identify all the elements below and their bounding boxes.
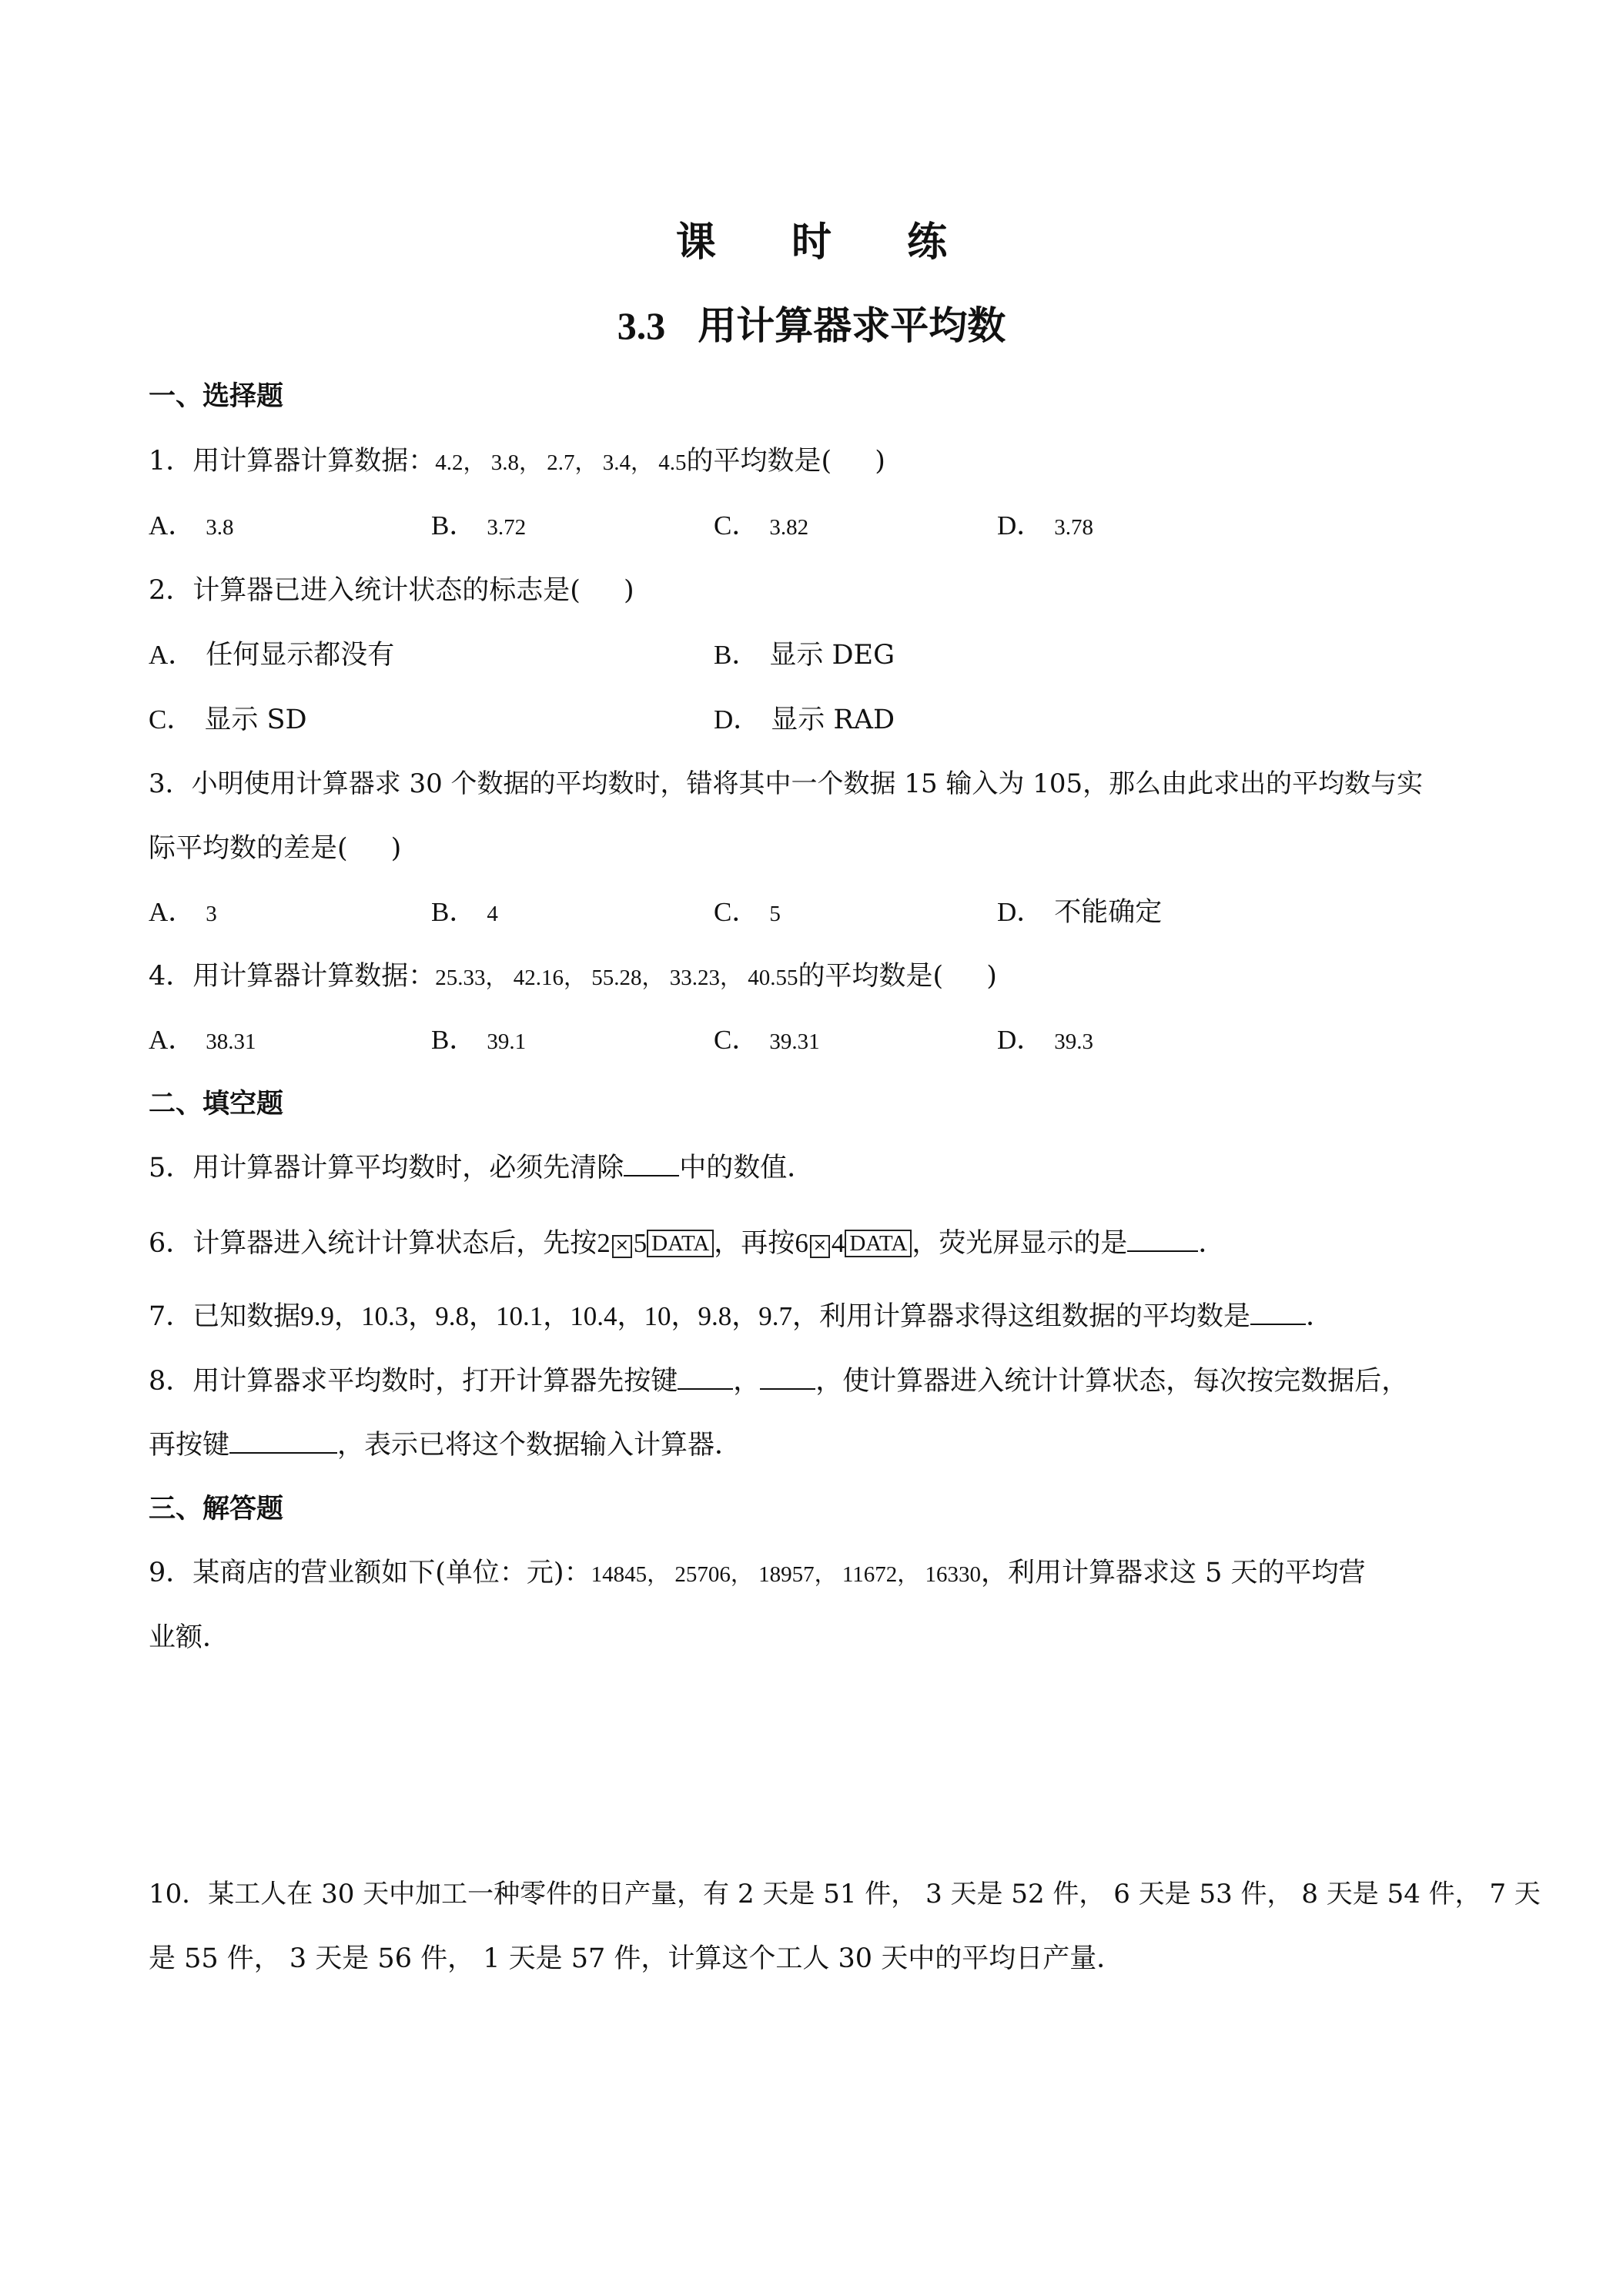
question-4-suffix: 的平均数是(: [798, 961, 944, 992]
question-5-suffix: 中的数值．: [679, 1153, 815, 1183]
q2-option-a[interactable]: A． 任何显示都没有: [149, 640, 395, 671]
lesson-number: 3.3: [617, 304, 666, 347]
question-5: [149, 1149, 814, 1187]
question-2-text: 2．计算器已进入统计状态的标志是(: [149, 575, 581, 606]
data-key-button: DATA: [845, 1230, 912, 1257]
question-8-line-1: [149, 1362, 1408, 1401]
question-7: [149, 1297, 1333, 1336]
q1-option-a[interactable]: A． 3.8: [149, 510, 234, 541]
question-9-prefix: 9．某商店的营业额如下(单位：元)：: [149, 1558, 591, 1588]
q4-option-a[interactable]: A． 38.31: [149, 1025, 256, 1055]
q4-option-b[interactable]: B． 39.1: [431, 1025, 527, 1055]
q2-option-c[interactable]: C． 显示 SD: [149, 705, 307, 735]
question-2-paren: ): [623, 575, 634, 606]
q1-option-d[interactable]: D． 3.78: [997, 510, 1094, 541]
lesson-title: [0, 295, 1623, 350]
question-1: [149, 442, 885, 482]
q3-option-a[interactable]: A． 3: [149, 897, 217, 927]
question-6-end: ．: [1198, 1228, 1226, 1259]
question-3-line-1: 3．小明使用计算器求 30 个数据的平均数时，错将其中一个数据 15 输入为 105，那么由此求出的平均数与实: [149, 768, 1424, 799]
question-6-digit-6: 6: [795, 1228, 808, 1258]
question-8-comma: ，: [733, 1366, 761, 1397]
lesson-name: 用计算器求平均数: [698, 303, 1006, 348]
multiply-key-icon: ×: [810, 1235, 830, 1258]
question-7-end: ．: [1306, 1301, 1334, 1332]
question-6-blank[interactable]: [1127, 1224, 1198, 1252]
q3-option-c[interactable]: C． 5: [714, 897, 781, 927]
q3-option-d[interactable]: D． 不能确定: [997, 897, 1163, 928]
question-1-paren: ): [875, 446, 885, 477]
question-6-middle: ，再按: [714, 1228, 795, 1259]
question-9-suffix: ，利用计算器求这 5 天的平均营: [981, 1558, 1366, 1588]
question-8-suffix: ，表示已将这个数据输入计算器．: [337, 1430, 742, 1461]
question-6-digit-4: 4: [831, 1228, 845, 1258]
question-8-line-2-prefix: 再按键: [149, 1430, 230, 1461]
question-6-digit-5: 5: [633, 1228, 648, 1258]
question-5-prefix: 5．用计算器计算平均数时，必须先清除: [149, 1153, 624, 1183]
question-10-line-1: 10．某工人在 30 天中加工一种零件的日产量，有 2 天是 51 件， 3 天是 52 件， 6 天是 53 件， 8 天是 54 件， 7 天: [149, 1879, 1541, 1909]
data-key-button: DATA: [647, 1230, 714, 1257]
question-4: [149, 957, 997, 997]
q1-option-b[interactable]: B． 3.72: [431, 510, 527, 541]
section-heading-answer: 三、解答题: [149, 1493, 284, 1525]
question-6-prefix: 6．计算器进入统计计算状态后，先按: [149, 1228, 597, 1259]
question-1-data: 4.2， 3.8， 2.7， 3.4， 4.5: [435, 450, 687, 475]
section-heading-choice: 一、选择题: [149, 380, 284, 412]
question-9-data: 14845， 25706， 18957， 11672， 16330: [591, 1562, 982, 1587]
question-1-suffix: 的平均数是(: [686, 446, 832, 477]
q2-option-b[interactable]: B． 显示 DEG: [714, 640, 895, 671]
q1-option-c[interactable]: C． 3.82: [714, 510, 809, 541]
question-8-line-2: [149, 1426, 741, 1464]
question-3-line-2: [149, 829, 401, 868]
q2-option-d[interactable]: D． 显示 RAD: [714, 705, 895, 735]
question-6-digit-2: 2: [597, 1228, 611, 1258]
question-8-middle: ，使计算器进入统计计算状态，每次按完数据后，: [815, 1366, 1409, 1397]
question-3-paren: ): [390, 833, 402, 864]
question-1-prefix: 1．用计算器计算数据：: [149, 446, 436, 477]
q4-option-d[interactable]: D． 39.3: [997, 1025, 1094, 1055]
question-2: [149, 571, 634, 610]
question-8-prefix: 8．用计算器求平均数时，打开计算器先按键: [149, 1366, 678, 1397]
question-4-data: 25.33， 42.16， 55.28， 33.23， 40.55: [435, 966, 798, 990]
question-6: [149, 1224, 1225, 1263]
question-7-suffix: ，利用计算器求得这组数据的平均数是: [792, 1301, 1251, 1332]
section-heading-fill: 二、填空题: [149, 1088, 284, 1120]
question-7-prefix: 7．已知数据: [149, 1301, 301, 1332]
question-8-blank-2[interactable]: [760, 1362, 815, 1390]
question-9-line-1: [149, 1554, 1366, 1594]
question-9-line-2: 业额．: [149, 1622, 230, 1653]
question-4-prefix: 4．用计算器计算数据：: [149, 961, 436, 992]
q4-option-c[interactable]: C． 39.31: [714, 1025, 820, 1055]
question-3-text: 际平均数的差是(: [149, 833, 348, 864]
multiply-key-icon: ×: [612, 1235, 632, 1258]
page-title: 课 时 练: [675, 219, 979, 266]
question-4-paren: ): [986, 961, 997, 992]
q3-option-b[interactable]: B． 4: [431, 897, 498, 927]
question-10-line-2: 是 55 件， 3 天是 56 件， 1 天是 57 件，计算这个工人 30 天中的平均日产量．: [149, 1943, 1124, 1974]
question-7-data: 9.9，10.3，9.8，10.1，10.4，10，9.8，9.7: [300, 1301, 793, 1331]
question-7-blank[interactable]: [1250, 1297, 1306, 1325]
question-8-blank-3[interactable]: [229, 1426, 337, 1454]
question-6-suffix: ，荧光屏显示的是: [912, 1228, 1128, 1259]
question-5-blank[interactable]: [624, 1149, 679, 1176]
question-8-blank-1[interactable]: [678, 1362, 733, 1390]
